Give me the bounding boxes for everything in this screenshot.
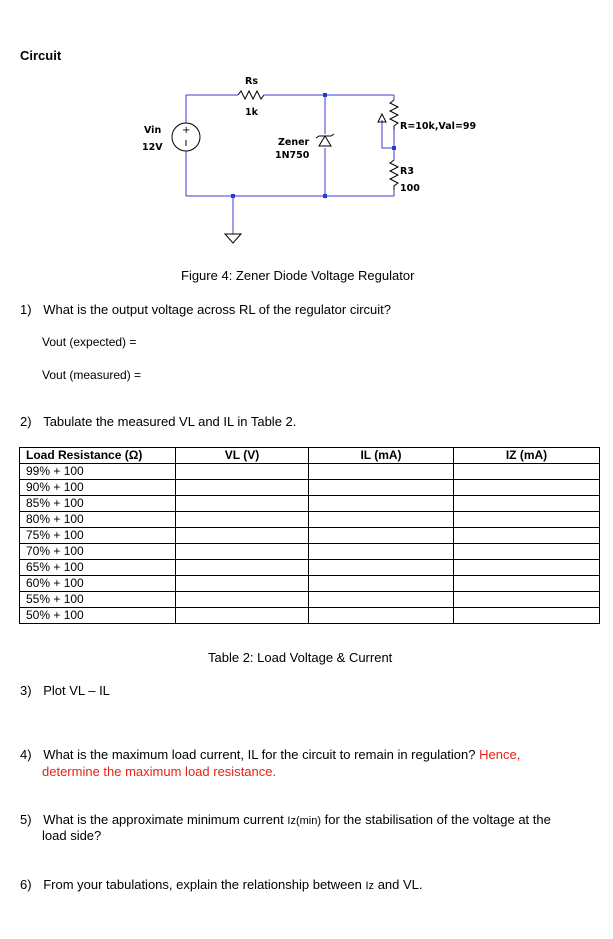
load-resistance-cell: 60% + 100 [20, 576, 176, 592]
question-6-text-a: From your tabulations, explain the relationship between [43, 877, 362, 892]
vin-value: 12V [142, 142, 163, 153]
header-load-resistance: Load Resistance (Ω) [20, 448, 176, 464]
iz-cell[interactable] [454, 608, 600, 624]
table-row [20, 544, 600, 560]
circuit-heading: Circuit [20, 48, 62, 63]
vl-cell[interactable] [176, 464, 309, 480]
table-row [20, 560, 600, 576]
question-5 [20, 812, 605, 829]
question-5-text-b: for the stabilisation of the voltage at the [324, 812, 551, 827]
il-cell[interactable] [309, 528, 454, 544]
question-4-number: 4) [20, 747, 32, 762]
iz-cell[interactable] [454, 528, 600, 544]
iz-symbol: Iz [365, 880, 375, 892]
table-row [20, 528, 600, 544]
vout-measured-label: Vout (measured) = [42, 368, 142, 382]
load-resistance-cell: 65% + 100 [20, 560, 176, 576]
vout-expected-label: Vout (expected) = [42, 335, 137, 349]
iz-cell[interactable] [454, 560, 600, 576]
vl-cell[interactable] [176, 592, 309, 608]
vl-cell[interactable] [176, 496, 309, 512]
iz-cell[interactable] [454, 592, 600, 608]
question-1-text: What is the output voltage across RL of the regulator circuit? [43, 302, 391, 317]
question-6 [20, 877, 423, 894]
load-resistance-cell: 50% + 100 [20, 608, 176, 624]
question-5-text-a: What is the approximate minimum current [43, 812, 284, 827]
vl-cell[interactable] [176, 544, 309, 560]
question-2 [20, 414, 296, 430]
load-resistance-cell: 90% + 100 [20, 480, 176, 496]
iz-cell[interactable] [454, 544, 600, 560]
vl-cell[interactable] [176, 480, 309, 496]
table-row [20, 512, 600, 528]
load-resistance-cell: 55% + 100 [20, 592, 176, 608]
question-1 [20, 302, 391, 318]
il-cell[interactable] [309, 560, 454, 576]
question-4-red-b: determine the maximum load resistance. [42, 764, 277, 779]
svg-text:+: + [182, 125, 191, 136]
pot-label: R=10k,Val=99 [400, 121, 477, 132]
header-iz: IZ (mA) [454, 448, 600, 464]
question-1-number: 1) [20, 302, 32, 317]
load-resistance-cell: 75% + 100 [20, 528, 176, 544]
load-resistance-cell: 85% + 100 [20, 496, 176, 512]
question-4-text: What is the maximum load current, IL for the circuit to remain in regulation? [43, 747, 476, 762]
iz-cell[interactable] [454, 512, 600, 528]
table-row [20, 496, 600, 512]
vl-cell[interactable] [176, 560, 309, 576]
table-header-row [20, 448, 600, 464]
iz-min-symbol: Iz(min) [287, 815, 322, 827]
iz-cell[interactable] [454, 496, 600, 512]
il-cell[interactable] [309, 576, 454, 592]
table-row [20, 576, 600, 592]
header-il: IL (mA) [309, 448, 454, 464]
zener-label: Zener [278, 137, 310, 148]
question-5-text-c: load side? [42, 828, 102, 843]
question-5-number: 5) [20, 812, 32, 827]
question-4 [20, 747, 600, 763]
rs-value: 1k [245, 107, 258, 118]
r3-label: R3 [400, 166, 414, 177]
vl-cell[interactable] [176, 576, 309, 592]
question-2-text: Tabulate the measured VL and IL in Table 2. [43, 414, 297, 429]
il-cell[interactable] [309, 496, 454, 512]
table-row [20, 480, 600, 496]
table-row [20, 592, 600, 608]
load-resistance-cell: 80% + 100 [20, 512, 176, 528]
question-4-red-a: Hence, [479, 747, 521, 762]
il-cell[interactable] [309, 464, 454, 480]
question-3-text: Plot VL – IL [43, 683, 110, 698]
iz-cell[interactable] [454, 576, 600, 592]
vl-cell[interactable] [176, 512, 309, 528]
question-2-number: 2) [20, 414, 32, 429]
question-3 [20, 683, 110, 699]
table-caption: Table 2: Load Voltage & Current [208, 650, 393, 665]
load-table [19, 447, 600, 624]
table-row [20, 464, 600, 480]
il-cell[interactable] [309, 512, 454, 528]
load-resistance-cell: 70% + 100 [20, 544, 176, 560]
header-vl: VL (V) [176, 448, 309, 464]
il-cell[interactable] [309, 592, 454, 608]
question-6-text-b: and VL. [377, 877, 423, 892]
il-cell[interactable] [309, 608, 454, 624]
il-cell[interactable] [309, 480, 454, 496]
zener-part: 1N750 [275, 150, 310, 161]
question-6-number: 6) [20, 877, 32, 892]
load-resistance-cell: 99% + 100 [20, 464, 176, 480]
r3-value: 100 [400, 183, 420, 194]
rs-label: Rs [245, 76, 258, 87]
figure-caption: Figure 4: Zener Diode Voltage Regulator [181, 268, 415, 283]
il-cell[interactable] [309, 544, 454, 560]
vin-label: Vin [144, 125, 162, 136]
iz-cell[interactable] [454, 464, 600, 480]
iz-cell[interactable] [454, 480, 600, 496]
vl-cell[interactable] [176, 608, 309, 624]
circuit-schematic [0, 0, 613, 260]
vl-cell[interactable] [176, 528, 309, 544]
question-3-number: 3) [20, 683, 32, 698]
table-row [20, 608, 600, 624]
